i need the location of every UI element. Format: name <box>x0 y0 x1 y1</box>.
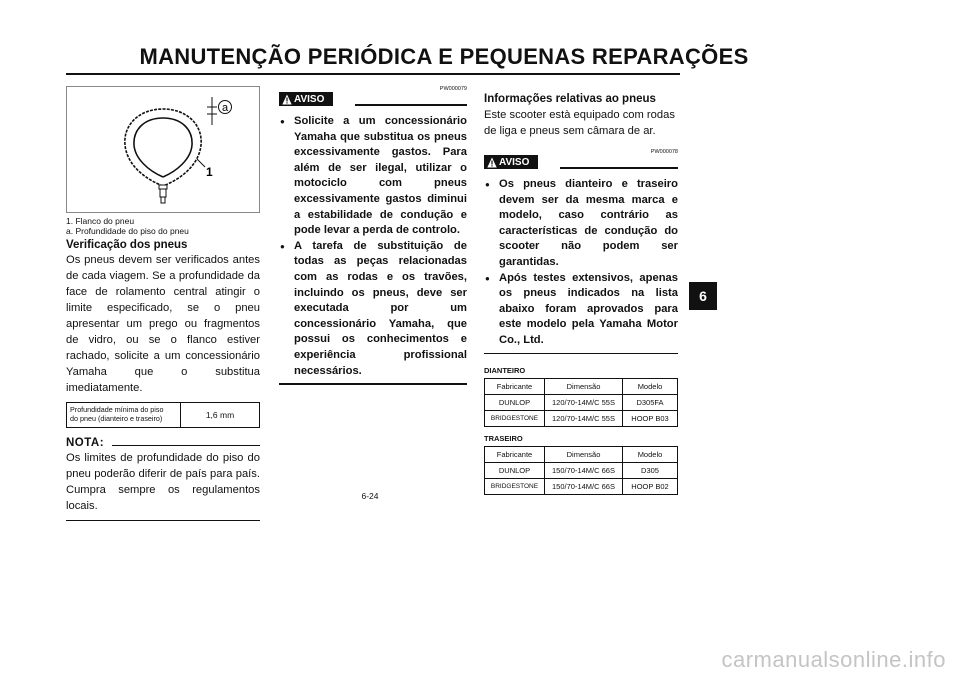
tire-table-front <box>484 378 678 427</box>
table-cell: BRIDGESTONE <box>485 411 545 427</box>
section-title-verificacao: Verificação dos pneus <box>66 239 188 251</box>
table-cell: 150/70-14M/C 66S <box>545 463 623 479</box>
warning-item: ● Os pneus dianteiro e traseiro devem ser da mesma marca e modelo, caso contrário as características de condução do scooter não podem ser garantidas. <box>484 177 678 271</box>
aviso-badge-2: AVISO <box>484 155 538 169</box>
warning-header-2 <box>484 149 678 171</box>
tire-tread-figure <box>66 86 260 213</box>
table-cell: 120/70-14M/C 55S <box>545 395 623 411</box>
column-middle <box>279 86 467 385</box>
table-header-row <box>485 379 678 395</box>
callout-a: a <box>221 102 229 114</box>
warning-rule-2 <box>560 167 678 169</box>
caption-line-1: 1. Flanco do pneu <box>66 216 135 226</box>
warning-code-1: PW000079 <box>439 86 467 92</box>
table-header: Dimensão <box>545 379 623 395</box>
table-title-rear: TRASEIRO <box>484 434 523 444</box>
warning-list-1 <box>279 114 467 379</box>
tire-outer-profile <box>125 109 201 186</box>
watermark[interactable]: carmanualsonline.info <box>721 647 946 672</box>
warning-end-rule-1 <box>279 383 467 385</box>
table-cell: BRIDGESTONE <box>485 479 545 495</box>
tire-diagram <box>67 87 261 214</box>
tire-inner-profile <box>134 118 192 177</box>
warning-rule-1 <box>355 104 467 106</box>
valve-base <box>159 185 167 189</box>
caption-line-2: a. Profundidade do piso do pneu <box>66 226 189 236</box>
column-right <box>484 86 678 495</box>
table-header-row <box>485 447 678 463</box>
table-row <box>485 395 678 411</box>
table-cell: DUNLOP <box>485 463 545 479</box>
verificacao-text: Os pneus devem ser verificados antes de cada viagem. Se a profundidade da face de rolamento central atingir o limite especificado, se o pneu apresentar um prego ou fragmentos de vidro, ou se o flanco estiver rachado, solicite a um concessionário Yamaha que o substitua imediatamente. <box>66 254 260 394</box>
table-cell: D305FA <box>623 395 678 411</box>
spec-value: 1,6 mm <box>205 410 235 420</box>
section-title-info: Informações relativas ao pneus <box>484 93 656 105</box>
table-cell: HOOP B03 <box>623 411 678 427</box>
spec-box <box>66 402 260 428</box>
table-header: Modelo <box>623 447 678 463</box>
warning-item: ● A tarefa de substituição de todas as peças relacionadas com as rodas e os travões, incluindo os pneus, deve ser executada por um concessionário Yamaha, que possui os conhecimentos e experiência profissional necessários. <box>279 239 467 379</box>
page-number: 6-24 <box>361 491 379 501</box>
warning-end-rule-2 <box>484 353 678 355</box>
warning-triangle-icon <box>282 94 292 105</box>
table-row <box>485 463 678 479</box>
table-cell: DUNLOP <box>485 395 545 411</box>
table-title-front: DIANTEIRO <box>484 366 526 376</box>
table-cell: 120/70-14M/C 55S <box>545 411 623 427</box>
column-left <box>66 86 260 521</box>
valve-stem <box>160 189 166 197</box>
chapter-tab: 6 <box>689 282 717 310</box>
tire-table-rear <box>484 446 678 495</box>
nota-text: Os limites de profundidade do piso do pneu poderão diferir de país para país. Cumpra sempre os regulamentos locais. <box>66 452 260 512</box>
warning-item: ● Solicite a um concessionário Yamaha que substitua os pneus excessivamente gastos. Para além de ser ilegal, utilizar o motociclo com pneus excessivamente gastos diminui a estabilidade de condução e pode levar a perda de controlo. <box>279 114 467 239</box>
nota-end-rule <box>66 520 260 521</box>
table-header: Fabricante <box>485 447 545 463</box>
info-text: Este scooter està equipado com rodas de liga e pneus sem câmara de ar. <box>484 109 675 137</box>
table-cell: 150/70-14M/C 66S <box>545 479 623 495</box>
nota-label: NOTA: <box>66 437 105 449</box>
nota-header <box>66 437 260 449</box>
callout-1: 1 <box>206 165 213 179</box>
warning-item: ● Após testes extensivos, apenas os pneus indicados na lista abaixo foram aprovados para este modelo pela Yamaha Motor Co., Ltd. <box>484 271 678 349</box>
table-header: Modelo <box>623 379 678 395</box>
page-title: MANUTENÇÃO PERIÓDICA E PEQUENAS REPARAÇÕES <box>139 44 749 69</box>
table-row <box>485 411 678 427</box>
table-header: Fabricante <box>485 379 545 395</box>
aviso-badge-1: AVISO <box>279 92 333 106</box>
table-cell: D305 <box>623 463 678 479</box>
warning-code-2: PW000078 <box>650 149 678 155</box>
valve-cap <box>161 197 165 203</box>
warning-triangle-icon <box>487 157 497 168</box>
warning-header-1 <box>279 86 467 108</box>
warning-list-2 <box>484 177 678 349</box>
leader-line-1 <box>197 159 205 167</box>
title-rule <box>66 73 680 75</box>
table-cell: HOOP B02 <box>623 479 678 495</box>
figure-caption <box>66 216 260 236</box>
table-header: Dimensão <box>545 447 623 463</box>
spec-label: Profundidade mínima do piso do pneu (dianteiro e traseiro) <box>67 403 181 427</box>
nota-rule <box>112 445 260 446</box>
